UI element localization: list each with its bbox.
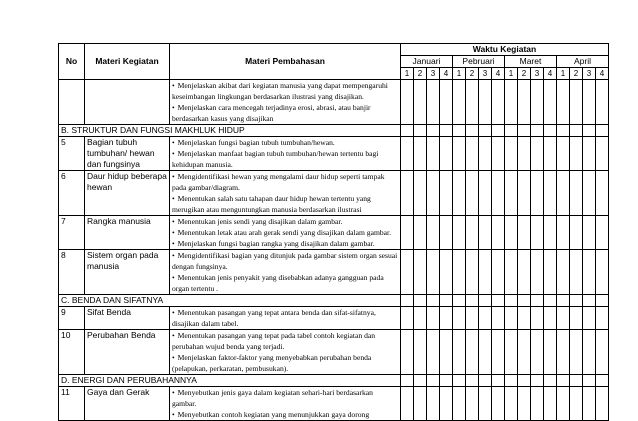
header-month: Januari <box>401 56 453 68</box>
section-title: B. STRUKTUR DAN FUNGSI MAKHLUK HIDUP <box>59 125 401 137</box>
schedule-cell <box>440 295 453 307</box>
schedule-cell <box>557 125 570 137</box>
header-week: 2 <box>414 68 427 80</box>
table-row <box>59 330 609 375</box>
materi-kegiatan-cell: Gaya dan Gerak <box>85 387 170 421</box>
pembahasan-point: • Menjelaskan akibat dari kegiatan manusia yang dapat mempengaruhi keseimbangan lingkungan berdasarkan ilustrasi yang disajikan. <box>172 80 398 102</box>
schedule-cell <box>531 216 544 250</box>
schedule-cell <box>453 137 466 171</box>
schedule-cell <box>414 216 427 250</box>
schedule-cell <box>570 80 583 125</box>
row-number: 11 <box>59 387 85 421</box>
schedule-cell <box>583 330 596 375</box>
schedule-cell <box>479 125 492 137</box>
schedule-cell <box>583 250 596 295</box>
schedule-cell <box>479 171 492 216</box>
schedule-cell <box>492 125 505 137</box>
schedule-cell <box>401 216 414 250</box>
schedule-table <box>58 43 609 421</box>
schedule-cell <box>583 137 596 171</box>
schedule-cell <box>401 330 414 375</box>
schedule-cell <box>414 125 427 137</box>
schedule-cell <box>505 137 518 171</box>
schedule-cell <box>518 387 531 421</box>
schedule-cell <box>531 250 544 295</box>
schedule-cell <box>453 307 466 330</box>
schedule-cell <box>492 295 505 307</box>
header-waktu-kegiatan: Waktu Kegiatan <box>401 44 609 56</box>
schedule-cell <box>453 250 466 295</box>
schedule-cell <box>427 80 440 125</box>
schedule-cell <box>492 216 505 250</box>
schedule-cell <box>401 125 414 137</box>
materi-pembahasan-cell <box>170 307 401 330</box>
header-week: 3 <box>583 68 596 80</box>
schedule-cell <box>557 330 570 375</box>
schedule-cell <box>427 171 440 216</box>
schedule-cell <box>531 387 544 421</box>
schedule-cell <box>557 250 570 295</box>
pembahasan-point: • Menjelaskan fungsi bagian rangka yang disajikan dalam gambar. <box>172 238 398 249</box>
header-week: 4 <box>544 68 557 80</box>
header-no: No <box>59 44 85 80</box>
schedule-cell <box>596 125 609 137</box>
materi-pembahasan-cell <box>170 171 401 216</box>
schedule-cell <box>583 295 596 307</box>
schedule-cell <box>479 216 492 250</box>
schedule-cell <box>414 307 427 330</box>
schedule-cell <box>518 330 531 375</box>
header-week: 3 <box>479 68 492 80</box>
schedule-cell <box>453 387 466 421</box>
schedule-cell <box>492 330 505 375</box>
materi-kegiatan-cell <box>85 80 170 125</box>
schedule-cell <box>570 171 583 216</box>
pembahasan-point: • Mengidentifikasi hewan yang mengalami daur hidup seperti tampak pada gambar/diagram. <box>172 171 398 193</box>
header-week: 1 <box>505 68 518 80</box>
schedule-cell <box>414 171 427 216</box>
schedule-cell <box>505 250 518 295</box>
schedule-cell <box>427 250 440 295</box>
materi-pembahasan-cell <box>170 330 401 375</box>
pembahasan-point: • Menentukan letak atau arah gerak sendi yang disajikan dalam gambar. <box>172 227 398 238</box>
schedule-cell <box>531 375 544 387</box>
schedule-cell <box>414 295 427 307</box>
schedule-cell <box>492 307 505 330</box>
schedule-cell <box>453 375 466 387</box>
schedule-cell <box>531 171 544 216</box>
schedule-cell <box>544 216 557 250</box>
schedule-cell <box>544 80 557 125</box>
schedule-cell <box>466 125 479 137</box>
schedule-cell <box>596 250 609 295</box>
schedule-cell <box>570 295 583 307</box>
schedule-cell <box>427 137 440 171</box>
schedule-cell <box>401 80 414 125</box>
schedule-cell <box>583 216 596 250</box>
header-week: 4 <box>440 68 453 80</box>
header-week: 2 <box>570 68 583 80</box>
schedule-cell <box>531 295 544 307</box>
schedule-cell <box>583 375 596 387</box>
schedule-cell <box>544 125 557 137</box>
schedule-cell <box>596 330 609 375</box>
pembahasan-point: • Menjelaskan faktor-faktor yang menyebabkan perubahan benda (pelapukan, perkaratan, pembusukan). <box>172 352 398 374</box>
schedule-cell <box>557 387 570 421</box>
schedule-cell <box>505 375 518 387</box>
materi-kegiatan-cell: Sifat Benda <box>85 307 170 330</box>
schedule-cell <box>518 171 531 216</box>
schedule-cell <box>479 80 492 125</box>
header-week: 1 <box>453 68 466 80</box>
schedule-cell <box>401 137 414 171</box>
schedule-cell <box>440 330 453 375</box>
schedule-cell <box>570 250 583 295</box>
schedule-cell <box>505 80 518 125</box>
table-row <box>59 171 609 216</box>
materi-pembahasan-cell <box>170 250 401 295</box>
header-week: 2 <box>518 68 531 80</box>
schedule-cell <box>570 216 583 250</box>
header-week: 4 <box>596 68 609 80</box>
schedule-cell <box>518 137 531 171</box>
schedule-cell <box>596 80 609 125</box>
header-week: 1 <box>557 68 570 80</box>
schedule-cell <box>505 216 518 250</box>
schedule-cell <box>583 125 596 137</box>
schedule-cell <box>427 375 440 387</box>
schedule-cell <box>596 137 609 171</box>
table-row <box>59 216 609 250</box>
schedule-cell <box>505 330 518 375</box>
schedule-cell <box>440 250 453 295</box>
schedule-cell <box>492 387 505 421</box>
schedule-cell <box>518 216 531 250</box>
materi-pembahasan-cell <box>170 216 401 250</box>
section-title: D. ENERGI DAN PERUBAHANNYA <box>59 375 401 387</box>
section-row <box>59 375 609 387</box>
pembahasan-point: • Menentukan jenis sendi yang disajikan dalam gambar. <box>172 216 398 227</box>
schedule-cell <box>544 171 557 216</box>
schedule-cell <box>518 125 531 137</box>
schedule-cell <box>453 295 466 307</box>
schedule-cell <box>440 307 453 330</box>
schedule-cell <box>453 125 466 137</box>
schedule-cell <box>466 137 479 171</box>
schedule-cell <box>505 295 518 307</box>
schedule-cell <box>479 375 492 387</box>
schedule-cell <box>596 295 609 307</box>
schedule-cell <box>414 330 427 375</box>
schedule-cell <box>401 387 414 421</box>
schedule-cell <box>544 375 557 387</box>
schedule-cell <box>557 171 570 216</box>
header-week: 1 <box>401 68 414 80</box>
schedule-cell <box>492 171 505 216</box>
materi-kegiatan-cell: Bagian tubuh tumbuhan/ hewan dan fungsinya <box>85 137 170 171</box>
schedule-cell <box>531 307 544 330</box>
section-title: C. BENDA DAN SIFATNYA <box>59 295 401 307</box>
table-row <box>59 387 609 421</box>
schedule-cell <box>518 250 531 295</box>
schedule-cell <box>427 216 440 250</box>
row-number: 10 <box>59 330 85 375</box>
schedule-cell <box>466 80 479 125</box>
schedule-cell <box>479 250 492 295</box>
schedule-cell <box>466 171 479 216</box>
schedule-cell <box>596 307 609 330</box>
schedule-cell <box>414 250 427 295</box>
table-row <box>59 137 609 171</box>
schedule-cell <box>466 307 479 330</box>
schedule-cell <box>401 250 414 295</box>
schedule-cell <box>440 216 453 250</box>
schedule-cell <box>596 171 609 216</box>
row-number: 7 <box>59 216 85 250</box>
schedule-cell <box>544 295 557 307</box>
schedule-cell <box>544 387 557 421</box>
schedule-cell <box>427 387 440 421</box>
schedule-cell <box>440 137 453 171</box>
pembahasan-point: • Menentukan salah satu tahapan daur hidup hewan tertentu yang merugikan atau menguntungkan manusia berdasarkan ilustrasi <box>172 193 398 215</box>
materi-kegiatan-cell: Perubahan Benda <box>85 330 170 375</box>
header-month: April <box>557 56 609 68</box>
schedule-cell <box>570 375 583 387</box>
schedule-cell <box>479 137 492 171</box>
materi-kegiatan-cell: Rangka manusia <box>85 216 170 250</box>
schedule-cell <box>505 171 518 216</box>
schedule-cell <box>596 216 609 250</box>
schedule-cell <box>401 307 414 330</box>
schedule-cell <box>466 375 479 387</box>
pembahasan-point: • Menjelaskan cara mencegah terjadinya erosi, abrasi, atau banjir berdasarkan kasus yang disajikan <box>172 102 398 124</box>
schedule-cell <box>583 307 596 330</box>
schedule-cell <box>544 137 557 171</box>
section-row <box>59 125 609 137</box>
schedule-cell <box>557 295 570 307</box>
pembahasan-point: • Menyebutkan jenis gaya dalam kegiatan sehari-hari berdasarkan gambar. <box>172 387 398 409</box>
pembahasan-point: • Menentukan jenis penyakit yang disebabkan adanya gangguan pada organ tertentu . <box>172 272 398 294</box>
schedule-cell <box>531 330 544 375</box>
materi-pembahasan-cell <box>170 137 401 171</box>
pembahasan-point: • Menjelaskan manfaat bagian tubuh tumbuhan/hewan tertentu bagi kehidupan manusia. <box>172 148 398 170</box>
table-row <box>59 307 609 330</box>
schedule-cell <box>492 137 505 171</box>
schedule-cell <box>427 125 440 137</box>
schedule-cell <box>557 80 570 125</box>
schedule-cell <box>466 216 479 250</box>
header-week: 3 <box>427 68 440 80</box>
schedule-cell <box>453 216 466 250</box>
section-row <box>59 295 609 307</box>
pembahasan-point: • Menjelaskan fungsi bagian tubuh tumbuhan/hewan. <box>172 137 398 148</box>
schedule-cell <box>570 387 583 421</box>
schedule-cell <box>401 295 414 307</box>
schedule-cell <box>479 330 492 375</box>
pembahasan-point: • Mengidentifikasi bagian yang ditunjuk pada gambar sistem organ sesuai dengan fungsinya. <box>172 250 398 272</box>
row-number: 9 <box>59 307 85 330</box>
table-row <box>59 250 609 295</box>
row-number: 5 <box>59 137 85 171</box>
schedule-cell <box>583 80 596 125</box>
schedule-cell <box>414 387 427 421</box>
header-week: 3 <box>531 68 544 80</box>
schedule-cell <box>440 387 453 421</box>
schedule-cell <box>518 295 531 307</box>
materi-kegiatan-cell: Daur hidup beberapa hewan <box>85 171 170 216</box>
schedule-cell <box>401 171 414 216</box>
header-materi-pembahasan: Materi Pembahasan <box>170 44 401 80</box>
schedule-cell <box>414 80 427 125</box>
schedule-cell <box>401 375 414 387</box>
schedule-cell <box>479 295 492 307</box>
schedule-cell <box>557 216 570 250</box>
table-row <box>59 80 609 125</box>
schedule-cell <box>479 307 492 330</box>
schedule-cell <box>570 307 583 330</box>
schedule-cell <box>466 250 479 295</box>
row-number: 8 <box>59 250 85 295</box>
schedule-cell <box>531 125 544 137</box>
schedule-cell <box>596 387 609 421</box>
schedule-cell <box>518 375 531 387</box>
schedule-cell <box>518 80 531 125</box>
schedule-cell <box>440 171 453 216</box>
schedule-cell <box>466 387 479 421</box>
schedule-cell <box>492 80 505 125</box>
schedule-cell <box>544 307 557 330</box>
schedule-cell <box>492 250 505 295</box>
schedule-cell <box>440 375 453 387</box>
schedule-cell <box>557 307 570 330</box>
schedule-cell <box>466 295 479 307</box>
pembahasan-point: • Menentukan pasangan yang tepat antara benda dan sifat-sifatnya, disajikan dalam tabel. <box>172 307 398 329</box>
materi-pembahasan-cell <box>170 387 401 421</box>
schedule-cell <box>427 295 440 307</box>
schedule-cell <box>596 375 609 387</box>
pembahasan-point: • Menentukan pasangan yang tepat pada tabel contoh kegiatan dan perubahan wujud benda yang terjadi. <box>172 330 398 352</box>
schedule-cell <box>453 171 466 216</box>
schedule-cell <box>557 375 570 387</box>
schedule-cell <box>505 307 518 330</box>
schedule-cell <box>544 250 557 295</box>
header-materi-kegiatan: Materi Kegiatan <box>85 44 170 80</box>
schedule-cell <box>427 330 440 375</box>
schedule-cell <box>531 80 544 125</box>
schedule-cell <box>570 137 583 171</box>
schedule-cell <box>492 375 505 387</box>
schedule-cell <box>531 137 544 171</box>
schedule-cell <box>466 330 479 375</box>
schedule-cell <box>440 125 453 137</box>
schedule-cell <box>570 125 583 137</box>
header-month: Pebruari <box>453 56 505 68</box>
schedule-cell <box>544 330 557 375</box>
materi-pembahasan-cell <box>170 80 401 125</box>
schedule-cell <box>440 80 453 125</box>
schedule-cell <box>583 171 596 216</box>
schedule-cell <box>427 307 440 330</box>
schedule-cell <box>453 330 466 375</box>
schedule-cell <box>570 330 583 375</box>
header-week: 4 <box>492 68 505 80</box>
header-month: Maret <box>505 56 557 68</box>
schedule-cell <box>453 80 466 125</box>
schedule-cell <box>583 387 596 421</box>
schedule-cell <box>505 125 518 137</box>
schedule-cell <box>518 307 531 330</box>
schedule-cell <box>505 387 518 421</box>
row-number: 6 <box>59 171 85 216</box>
row-number <box>59 80 85 125</box>
schedule-cell <box>479 387 492 421</box>
header-week: 2 <box>466 68 479 80</box>
pembahasan-point: • Menyebutkan contoh kegiatan yang menunjukkan gaya dorong <box>172 409 398 420</box>
schedule-cell <box>557 137 570 171</box>
schedule-cell <box>414 375 427 387</box>
schedule-cell <box>414 137 427 171</box>
materi-kegiatan-cell: Sistem organ pada manusia <box>85 250 170 295</box>
